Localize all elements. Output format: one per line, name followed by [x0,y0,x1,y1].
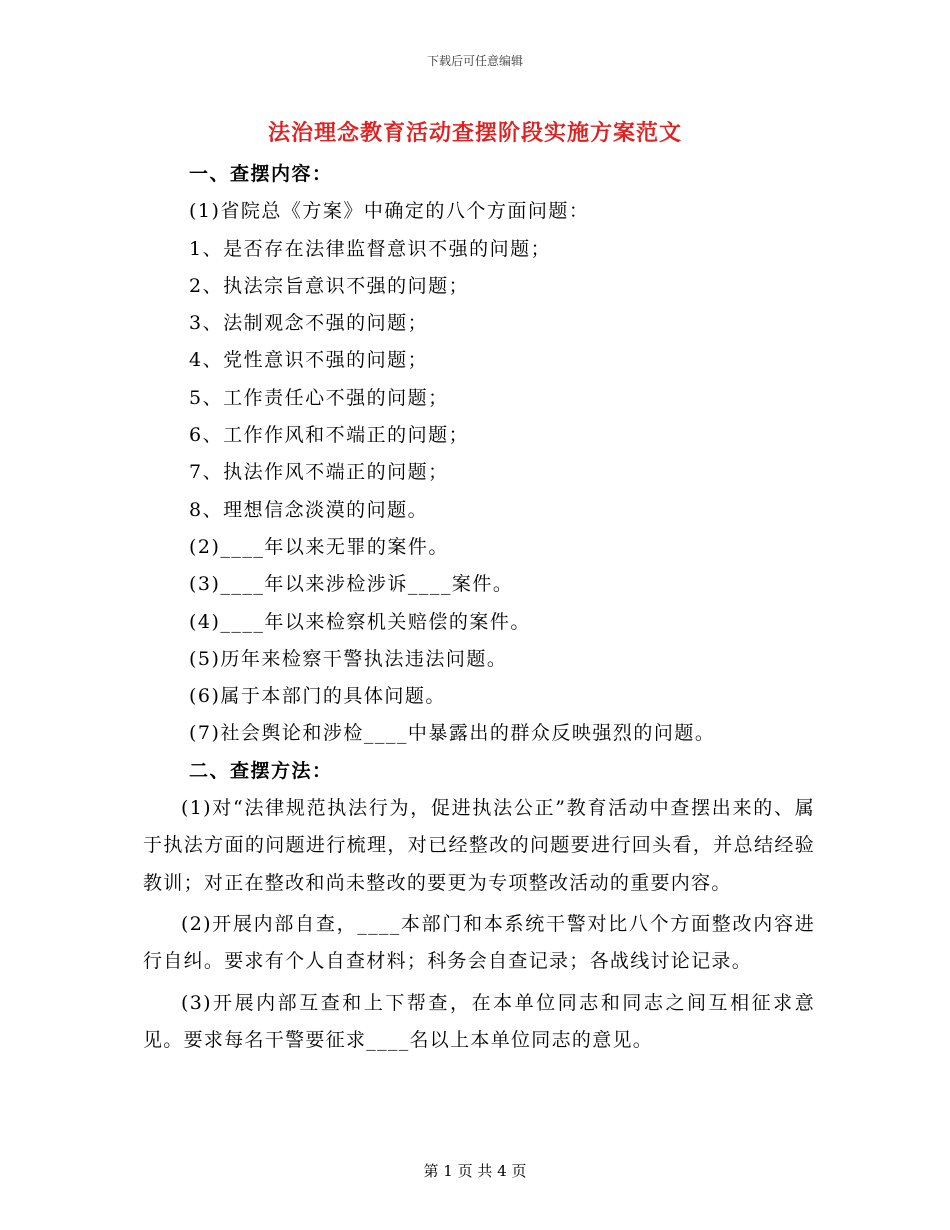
section-heading-1: 一、查摆内容： [189,163,333,185]
problem-item: 4、党性意识不强的问题； [189,349,429,372]
content-item: (7)社会舆论和涉检____中暴露出的群众反映强烈的问题。 [189,722,716,745]
problem-item: 3、法制观念不强的问题； [189,312,429,335]
content-item: (6)属于本部门的具体问题。 [189,685,446,708]
header-note: 下载后可任意编辑 [426,54,523,68]
problem-item: 2、执法宗旨意识不强的问题； [189,274,470,297]
method-paragraph: (2)开展内部自查，____本部门和本系统干警对比八个方面整改内容进行自纠。要求有个人自查材料；科务会自查记录；各战线讨论记录。 [143,912,815,973]
method-paragraph: (1)对“法律规范执法行为，促进执法公正”教育活动中查摆出来的、属于执法方面的问题进行梳理，对已经整改的问题要进行回头看，并总结经验教训；对正在整改和尚未整改的要更为专项整改活动的重要内容。 [143,797,815,894]
problem-item: 5、工作责任心不强的问题； [189,386,449,409]
problem-item: 1、是否存在法律监督意识不强的问题； [189,237,552,260]
content-item: (2)____年以来无罪的案件。 [189,535,449,558]
method-paragraph: (3)开展内部互查和上下帮查，在本单位同志和同志之间互相征求意见。要求每名干警要征求____名以上本单位同志的意见。 [143,991,815,1051]
section-heading-2: 二、查摆方法： [189,759,333,782]
content-item: (3)____年以来涉检涉诉____案件。 [189,573,514,596]
problem-item: 6、工作作风和不端正的问题； [189,424,470,447]
content-item: (5)历年来检察干警执法违法问题。 [189,647,508,670]
page-footer: 第 1 页 共 4 页 [423,1162,527,1180]
document-title: 法治理念教育活动查摆阶段实施方案范文 [267,120,682,146]
content-item: (4)____年以来检察机关赔偿的案件。 [189,610,531,633]
section1-intro: (1)省院总《方案》中确定的八个方面问题： [189,200,590,223]
problem-item: 7、执法作风不端正的问题； [189,461,449,484]
document-body [143,156,815,1063]
problem-item: 8、理想信念淡漠的问题。 [189,498,429,521]
